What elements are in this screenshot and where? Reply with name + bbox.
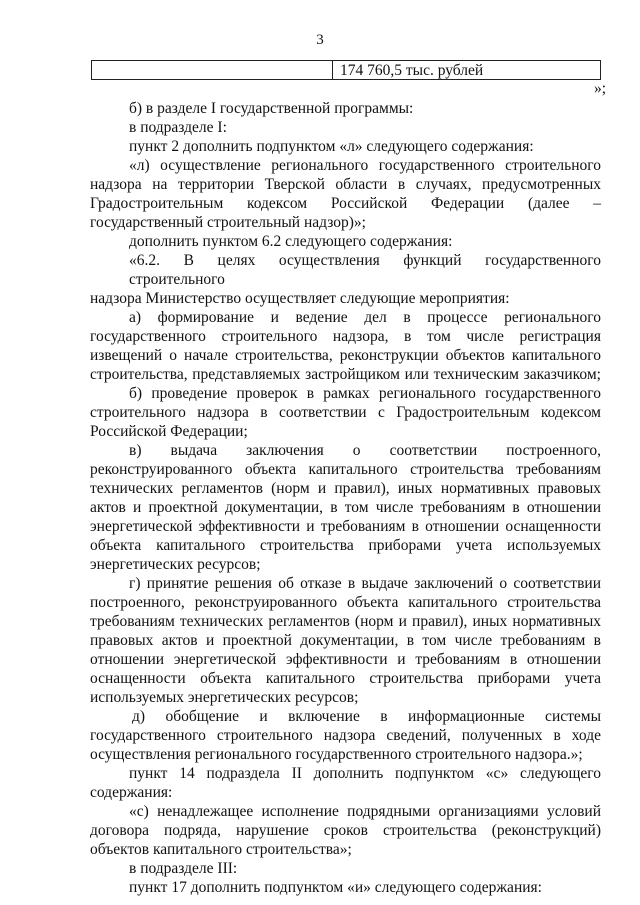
closing-quote: »; — [593, 80, 606, 97]
text-line: в подразделе I: — [129, 119, 227, 136]
text-line: реконструированного объекта капитального строительства требованиям — [90, 461, 601, 478]
text-line: г) принятие решения об отказе в выдаче заключений о соответствии — [129, 575, 601, 592]
text-line: д) обобщение и включение в информационные системы — [132, 708, 601, 725]
text-line: энергетических ресурсов; — [90, 556, 261, 573]
text-line: правовых актов и проектной документации, в том числе требованиям в — [90, 632, 601, 649]
table-row — [91, 60, 601, 80]
text-line: «6.2. В целях осуществления функций государственного строительного — [129, 252, 601, 288]
table-divider — [332, 61, 333, 79]
text-line: объектов капитального строительства»; — [90, 841, 352, 858]
text-line: энергетической эффективности и требованиям в отношении оснащенности — [90, 518, 601, 535]
text-line: надзора на территории Тверской области в случаях, предусмотренных — [90, 176, 601, 193]
text-line: а) формирование и ведение дел в процессе регионального — [129, 309, 601, 326]
text-line: б) проведение проверок в рамках регионального государственного — [129, 385, 601, 402]
page-number: 3 — [316, 32, 324, 48]
text-line: строительства, представляемых застройщиком или техническим заказчиком; — [90, 366, 601, 383]
text-line: технических регламентов (норм и правил), иных нормативных правовых — [90, 480, 601, 497]
table-cell-amount: 174 760,5 тыс. рублей — [340, 62, 484, 79]
text-line: договора подряда, нарушение сроков строительства (реконструкций) — [90, 822, 601, 839]
body-text — [90, 99, 601, 897]
text-line: пункт 14 подраздела II дополнить подпунктом «с» следующего — [129, 765, 601, 782]
text-line: содержания: — [90, 784, 173, 801]
text-line: дополнить пунктом 6.2 следующего содержания: — [129, 233, 453, 250]
text-line: надзора Министерство осуществляет следующие мероприятия: — [90, 290, 510, 307]
text-line: Российской Федерации; — [90, 423, 248, 440]
text-line: государственного строительного надзора сведений, полученных в ходе — [90, 727, 601, 744]
text-line: Градостроительным кодексом Российской Федерации (далее – — [90, 195, 601, 212]
text-line: государственный строительный надзор)»; — [90, 214, 366, 231]
text-line: построенного, реконструированного объекта капитального строительства — [90, 594, 601, 611]
text-line: используемых энергетических ресурсов; — [90, 689, 359, 706]
text-line: б) в разделе I государственной программы: — [129, 100, 414, 117]
text-line: государственного строительного надзора, в том числе регистрация — [90, 328, 601, 345]
text-line: оснащенности объекта капитального строительства приборами учета — [90, 670, 601, 687]
text-line: отношении энергетической эффективности и требованиям в отношении — [90, 651, 601, 668]
text-line: извещений о начале строительства, реконструкции объектов капитального — [90, 347, 601, 364]
text-line: пункт 17 дополнить подпунктом «и» следующего содержания: — [129, 879, 542, 896]
text-line: пункт 2 дополнить подпунктом «л» следующего содержания: — [129, 138, 534, 155]
text-line: «л) осуществление регионального государственного строительного — [129, 157, 601, 174]
text-line: осуществления регионального государственного строительного надзора.»; — [90, 746, 583, 763]
text-line: требованиям технических регламентов (норм и правил), иных нормативных — [90, 613, 601, 630]
text-line: в подразделе III: — [129, 860, 238, 877]
text-line: объекта капитального строительства приборами учета используемых — [90, 537, 601, 554]
text-line: строительного надзора в соответствии с Градостроительным кодексом — [90, 404, 601, 421]
text-line: «с) ненадлежащее исполнение подрядными организациями условий — [129, 803, 601, 820]
text-line: в) выдача заключения о соответствии построенного, — [129, 442, 601, 459]
text-line: актов и проектной документации, в том числе требованиям в отношении — [90, 499, 601, 516]
